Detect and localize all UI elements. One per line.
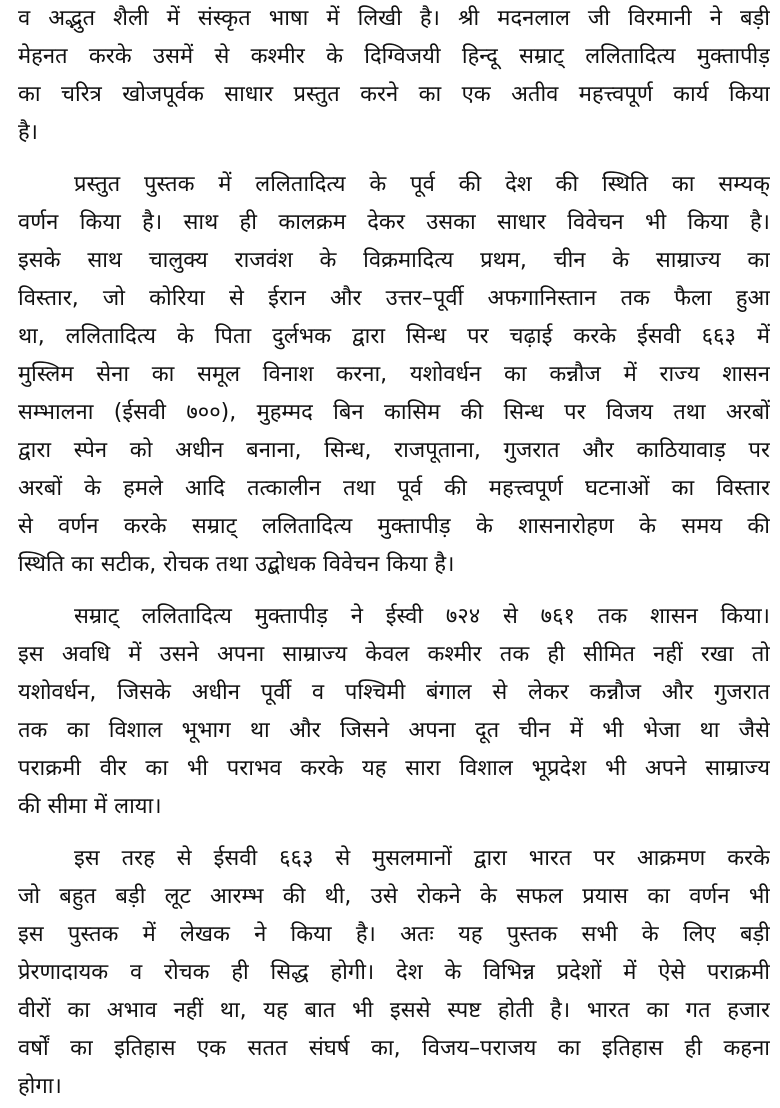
text-line: का चरित्र खोजपूर्वक साधार प्रस्तुत करने का एक अतीव महत्त्वपूर्ण कार्य किया [18,82,770,107]
text-line: द्वारा स्पेन को अधीन बनाना, सिन्ध, राजपूताना, गुजरात और काठियावाड़ पर [18,438,770,463]
text-line: तक का विशाल भूभाग था और जिसने अपना दूत चीन में भी भेजा था जैसे [18,718,770,743]
text-line: की सीमा में लाया। [18,794,162,819]
text-line: वर्णन किया है। साथ ही कालक्रम देकर उसका साधार विवेचन भी किया है। [18,210,770,235]
text-line: वीरों का अभाव नहीं था, यह बात भी इससे स्पष्ट होती है। भारत का गत हजार [18,998,770,1023]
text-line: पराक्रमी वीर का भी पराभव करके यह सारा विशाल भूप्रदेश भी अपने साम्राज्य [18,756,770,781]
text-line: था, ललितादित्य के पिता दुर्लभक द्वारा सिन्ध पर चढ़ाई करके ईसवी ६६३ में [18,324,770,349]
text-line: व अद्भुत शैली में संस्कृत भाषा में लिखी है। श्री मदनलाल जी विरमानी ने बड़ी [18,6,770,31]
text-line: जो बहुत बड़ी लूट आरम्भ की थी, उसे रोकने के सफल प्रयास का वर्णन भी [18,884,770,909]
text-line: से वर्णन करके सम्राट् ललितादित्य मुक्तापीड़ के शासनारोहण के समय की [18,514,770,539]
paragraph-4 [18,840,770,1106]
text-line: प्रेरणादायक व रोचक ही सिद्ध होगी। देश के विभिन्न प्रदेशों में ऐसे पराक्रमी [18,960,770,985]
paragraph-3 [18,598,770,826]
paragraph-2 [18,166,770,584]
text-line: इस अवधि में उसने अपना साम्राज्य केवल कश्मीर तक ही सीमित नहीं रखा तो [18,642,770,667]
text-line: मेहनत करके उसमें से कश्मीर के दिग्विजयी हिन्दू सम्राट् ललितादित्य मुक्तापीड़ [18,44,770,69]
text-line: है। [18,120,39,145]
text-line: सम्भालना (ईसवी ७००), मुहम्मद बिन कासिम की सिन्ध पर विजय तथा अरबों [18,400,770,425]
text-line: इसके साथ चालुक्य राजवंश के विक्रमादित्य प्रथम, चीन के साम्राज्य का [18,248,770,273]
text-line: मुस्लिम सेना का समूल विनाश करना, यशोवर्धन का कन्नौज में राज्य शासन [18,362,770,387]
text-line: स्थिति का सटीक, रोचक तथा उद्बोधक विवेचन किया है। [18,552,455,577]
text-line: अरबों के हमले आदि तत्कालीन तथा पूर्व की महत्त्वपूर्ण घटनाओं का विस्तार [18,476,770,501]
text-line: प्रस्तुत पुस्तक में ललितादित्य के पूर्व की देश की स्थिति का सम्यक् [74,172,770,197]
text-line: सम्राट् ललितादित्य मुक्तापीड़ ने ईस्वी ७२४ से ७६१ तक शासन किया। [74,604,770,629]
text-line: विस्तार, जो कोरिया से ईरान और उत्तर–पूर्वी अफगानिस्तान तक फैला हुआ [18,286,770,311]
text-line: यशोवर्धन, जिसके अधीन पूर्वी व पश्चिमी बंगाल से लेकर कन्नौज और गुजरात [18,680,770,705]
text-line: इस तरह से ईसवी ६६३ से मुसलमानों द्वारा भारत पर आक्रमण करके [74,846,770,871]
text-line: होगा। [18,1074,62,1099]
document-page [18,0,770,1106]
text-line: इस पुस्तक में लेखक ने किया है। अतः यह पुस्तक सभी के लिए बड़ी [18,922,770,947]
text-line: वर्षों का इतिहास एक सतत संघर्ष का, विजय–पराजय का इतिहास ही कहना [18,1036,770,1061]
paragraph-1 [18,0,770,152]
